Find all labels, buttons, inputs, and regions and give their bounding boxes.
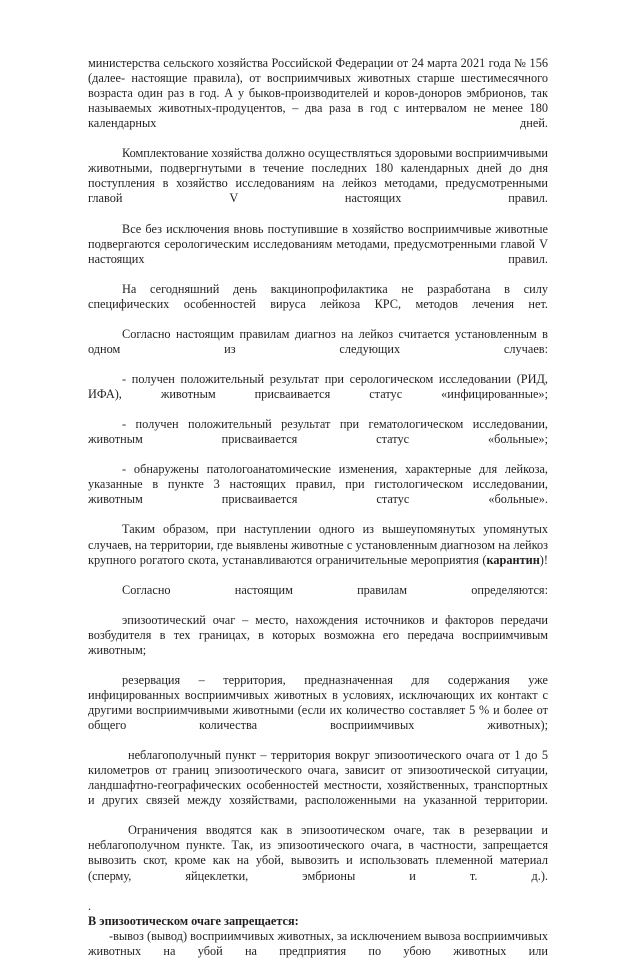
quarantine-keyword: карантин <box>486 552 540 567</box>
document-text-body <box>88 56 548 974</box>
stray-period-mark: . <box>88 898 92 913</box>
paragraph-opening-regulation-reference: министерства сельского хозяйства Российской Федерации от 24 марта 2021 года № 156 (далее- настоящие правила), от восприимчивых животных старше шестимесячного возраста один раз в год. А у быков-производителей и коров-доноров эмбрионов, так называемых животных-продуцентов, – два раза в год с интервалом не менее 180 календарных дней. <box>88 56 548 131</box>
quarantine-text-before: Таким образом, при наступлении одного из вышеупомянутых упомянутых случаев, на территории, где выявлены животные с установленным диагнозом на лейкоз крупного рогатого скота, устанавливаются ограничительные мероприятия ( <box>88 522 548 567</box>
list-item-export-prohibition: -вывоз (вывод) восприимчивых животных, за исключением вывоза восприимчивых животных на убой на предприятия по убою животных или <box>88 928 548 958</box>
paragraph-no-vaccine-available: На сегодняшний день вакцинопрофилактика не разработана в силу специфических особенностей вируса лейкоза КРС, методов лечения нет. <box>88 281 548 311</box>
paragraph-new-arrivals-serological-testing: Все без исключения вновь поступившие в хозяйство восприимчивые животные подвергаются серологическим исследованиям методами, предусмотренными главой V настоящих правил. <box>88 221 548 266</box>
list-item-hematological-positive: - получен положительный результат при гематологическом исследовании, животным присваивается статус «больные»; <box>88 417 548 447</box>
paragraph-diagnosis-established-intro: Согласно настоящим правилам диагноз на лейкоз считается установленным в одном из следующих случаев: <box>88 326 548 356</box>
paragraph-restrictions-scope: Ограничения вводятся как в эпизоотическом очаге, так в резервации и неблагополучном пункте. Так, из эпизоотического очага, в частности, запрещается вывозить скот, кроме как на убой, вывозить и использовать племенной материал (сперму, яйцеклетки, эмбрионы и т. д.). <box>88 823 548 883</box>
paragraph-quarantine-measures <box>88 522 548 582</box>
quarantine-text-after: )! <box>539 552 548 567</box>
definition-unfavorable-point: неблагополучный пункт – территория вокруг эпизоотического очага от 1 до 5 километров от границ эпизоотического очага, зависит от эпизоотической ситуации, ландшафтно-географических особенностей местности, хозяйственных, транспортных и других связей между хозяйствами, расположенными на указанной территории. <box>88 748 548 808</box>
list-item-serological-positive: - получен положительный результат при серологическом исследовании (РИД, ИФА), животным присваивается статус «инфицированные»; <box>88 371 548 402</box>
paragraph-herd-stocking-requirements: Комплектование хозяйства должно осуществляться здоровыми восприимчивыми животными, подвергнутыми в течение последних 180 календарных дней до дня поступления в хозяйство исследованиям на лейкоз методами, предусмотренными главой V настоящих правил. <box>88 146 548 206</box>
list-item-pathological-changes: - обнаружены патологоанатомические изменения, характерные для лейкоза, указанные в пункте 3 настоящих правил, при гистологическом исследовании, животным присваивается статус «больные». <box>88 462 548 507</box>
paragraph-definitions-intro: Согласно настоящим правилам определяются: <box>122 582 548 597</box>
heading-prohibitions-in-epizootic-focus: В эпизоотическом очаге запрещается: <box>88 913 299 928</box>
definition-epizootic-focus: эпизоотический очаг – место, нахождения источников и факторов передачи возбудителя в тех границах, в которых возможна его передача восприимчивым животным; <box>88 612 548 657</box>
definition-reservation: резервация – территория, предназначенная для содержания уже инфицированных восприимчивых животных в условиях, исключающих их контакт с другими восприимчивыми животными (если их количество составляет 5 % и более от общего количества восприимчивых животных); <box>88 672 548 733</box>
